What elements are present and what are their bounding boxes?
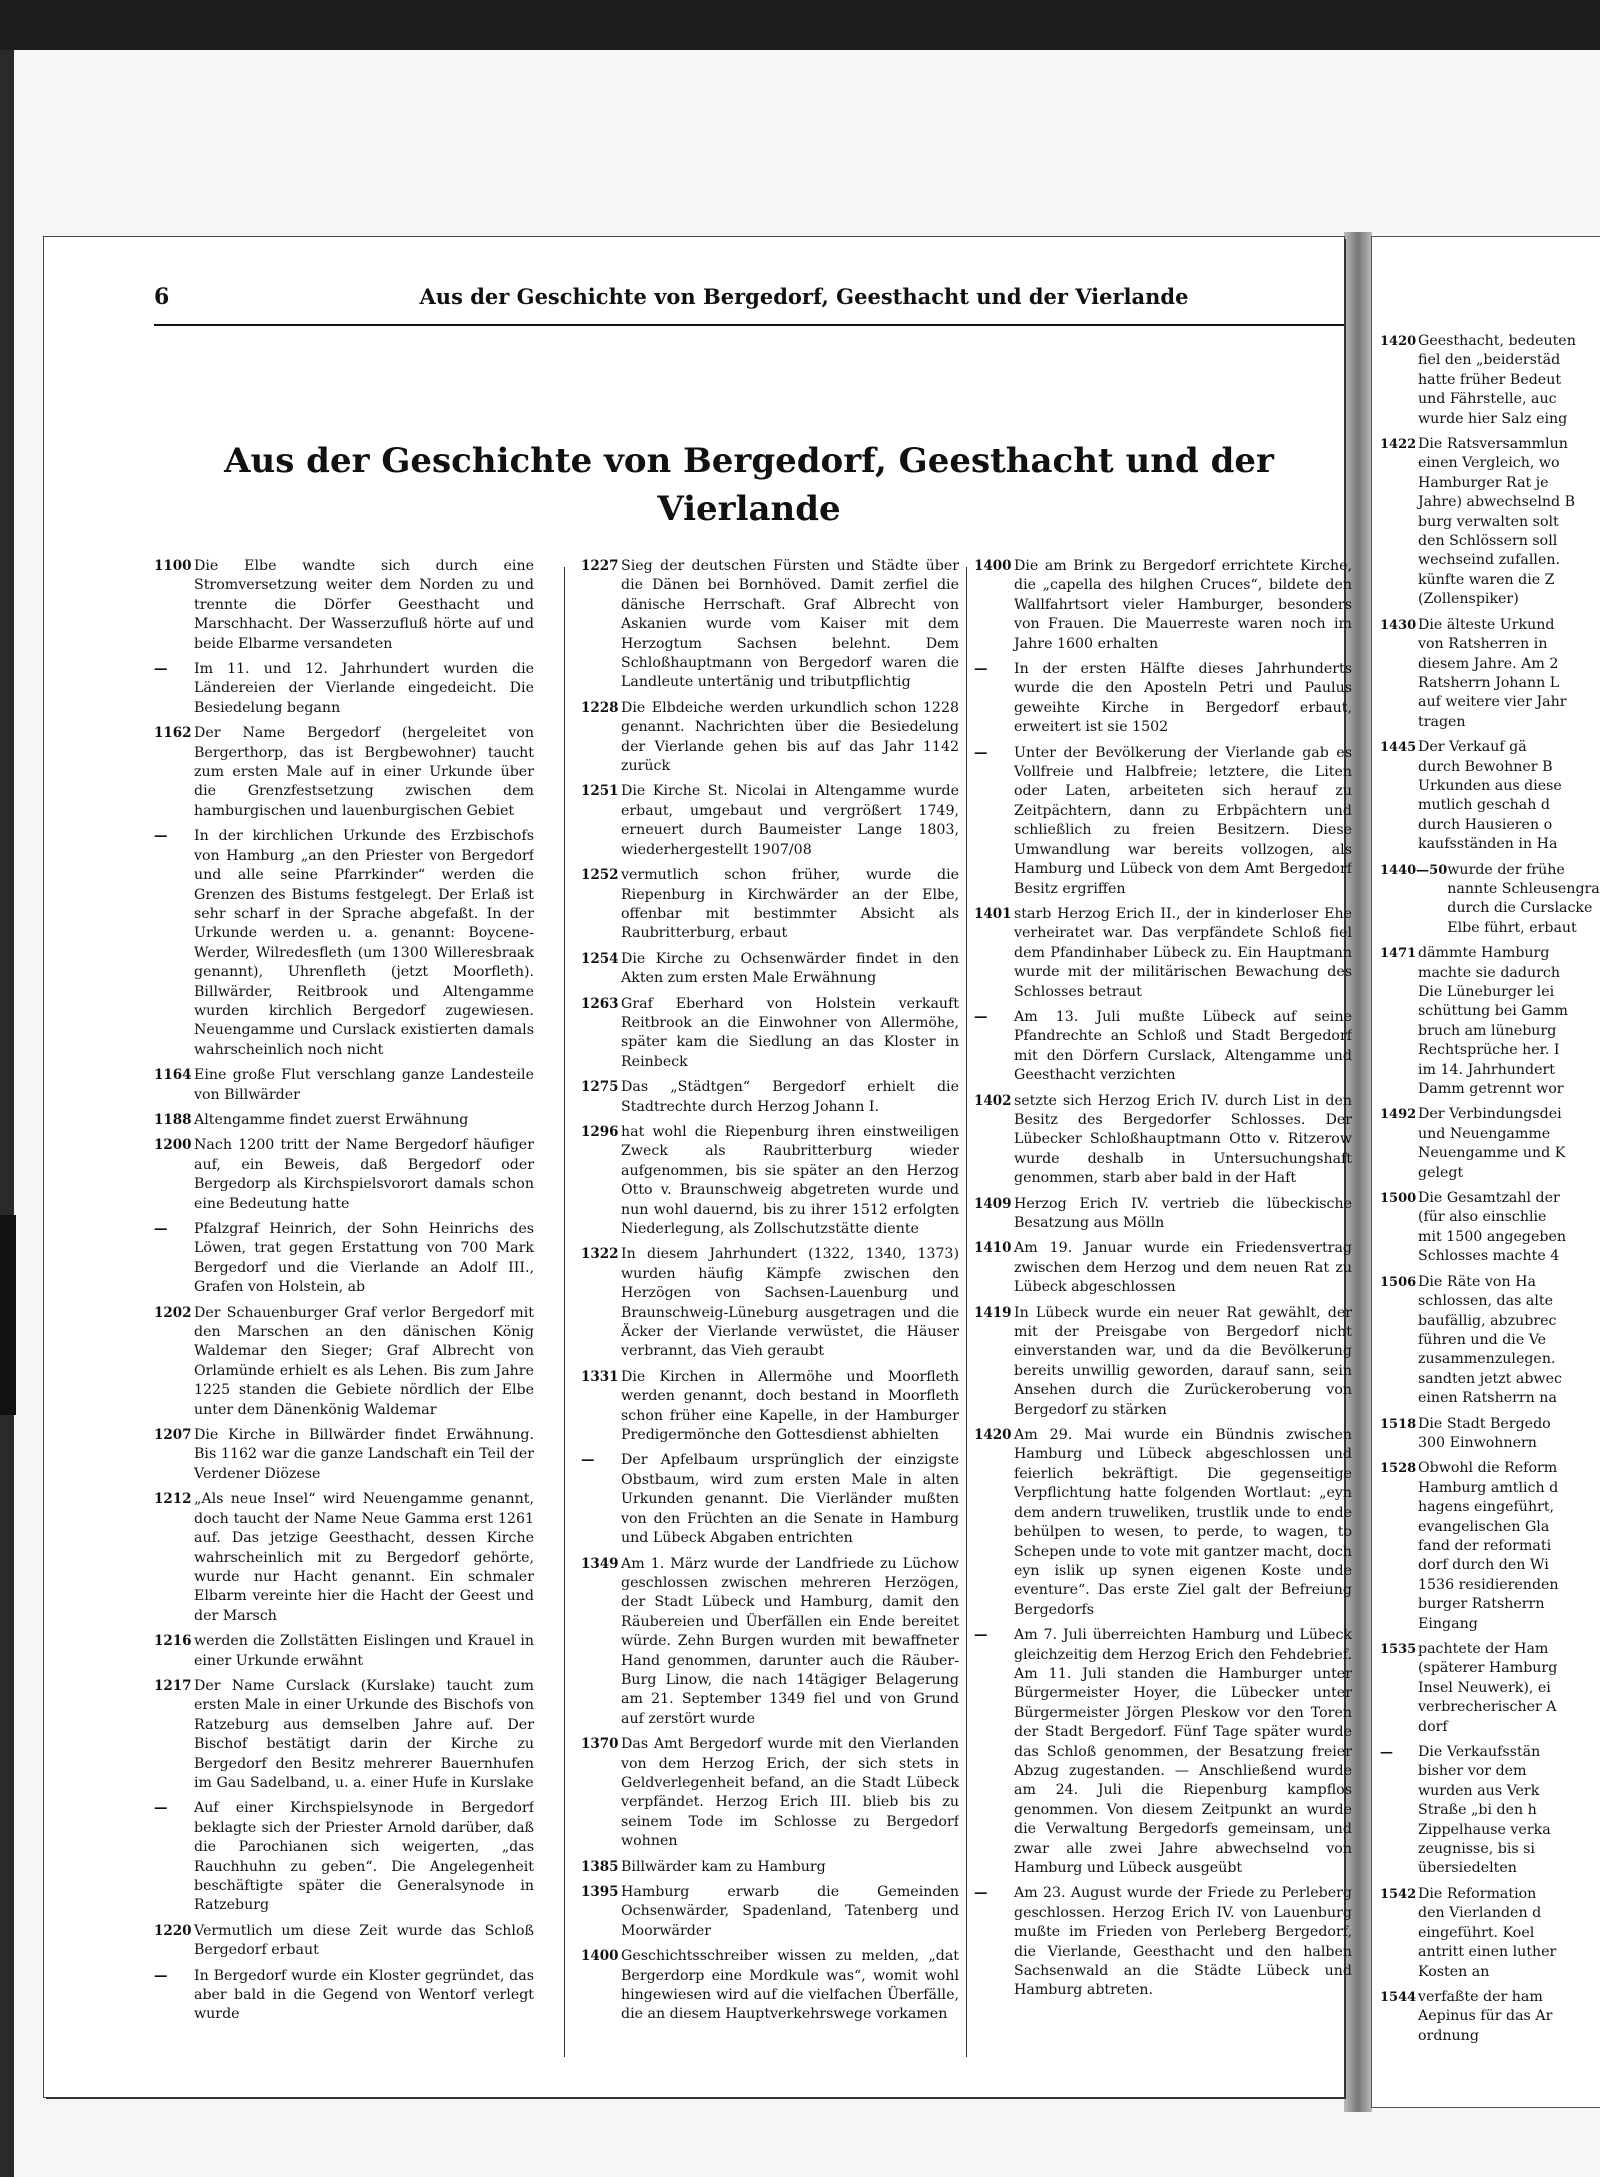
entry-text: Am 7. Juli überreichten Hamburg und Lübeck gleichzeitig dem Herzog Erich den Fehdebrief. Am 11. Juli standen die Hamburger unter Bürgermeister Hoyer, die Lübecker unter Bürgermeister Jörgen Pleskow vor den Toren der Stadt Bergedorf. Fünf Tage später wurde das Schloß genommen, der Besatzung freier Abzug zugestanden. — Anschließend wurde am 24. Juli die Riepenburg kampflos genommen. Von diesem Zeitpunkt an wurde die Verwaltung Bergedorfs gemeinsam, und zwar alle zwei Jahre abwechselnd von Hamburg und Lübeck ausgeübt (1014, 1627, 1352, 1876)
fragment-year: 1528 (1380, 1461, 1417, 1477)
entry-text: hat wohl die Riepenburg ihren einstweiligen Zweck als Raubritterburg wieder aufgenommen, bis sie später an den Herzog Otto v. Braunschweig abgetreten wurde und nun wohl dauernd, bis zu ihrer 1512 erfolgten Niederlegung, als Zollschutzstätte diente (621, 1123, 959, 1237)
chronology-entry (974, 905, 1352, 1002)
column-3 (974, 557, 1352, 2077)
fragment-entry (1380, 1885, 1600, 1982)
chronology-entry (154, 1490, 534, 1626)
entry-year: 1251 (581, 783, 619, 800)
entry-year: — (154, 1967, 168, 1984)
entry-year: 1217 (154, 1677, 192, 1694)
fragment-text: Obwohl die Reform Hamburg amtlich d hagens eingeführt, evangelischen Gla fand der reformati dorf durch den Wi 1536 residierenden burger Ratsherrn Eingang (1418, 1460, 1559, 1632)
entry-text: Pfalzgraf Heinrich, der Sohn Heinrichs des Löwen, trat gegen Erstattung von 700 Mark Bergedorf und die Vierlande an Adolf III., Grafen von Holstein, ab (194, 1221, 534, 1296)
chronology-entry (974, 660, 1352, 738)
entry-text: Der Name Curslack (Kurslake) taucht zum ersten Male in einer Urkunde des Bischofs von Ratzeburg aus demselben Jahre auf. Der Bischof bestätigt darin der Kirche zu Bergedorf den Besitz mehrerer Bauernhufen im Gau Sadelband, u. a. einer Hufe in Kurslake (194, 1677, 534, 1791)
running-head-title: Aus der Geschichte von Bergedorf, Geesthacht und der Vierlande (419, 284, 1189, 309)
entry-text: Die Kirche zu Ochsenwärder findet in den Akten zum ersten Male Erwähnung (621, 950, 959, 987)
fragment-entry (1380, 1988, 1600, 2046)
entry-text: Billwärder kam zu Hamburg (621, 1858, 826, 1875)
fragment-entry (1380, 738, 1600, 854)
entry-text: vermutlich schon früher, wurde die Riepenburg in Kirchwärder an der Elbe, offenbar mit bestimmter Absicht als Raubritterburg, erbaut (621, 867, 959, 942)
entry-year: — (154, 1800, 168, 1817)
chronology-entry (581, 1245, 959, 1361)
entry-year: 1401 (974, 905, 1012, 922)
chronology-entry (974, 1426, 1352, 1620)
fragment-entry (1380, 435, 1600, 610)
chronology-entry (154, 1632, 534, 1671)
chronology-entry (154, 1136, 534, 1214)
chapter-title: Aus der Geschichte von Bergedorf, Geesthacht und der Vierlande (224, 441, 1274, 529)
entry-year: 1200 (154, 1137, 192, 1154)
chronology-entry (974, 1092, 1352, 1189)
chronology-entry (154, 1799, 534, 1915)
entry-text: Eine große Flut verschlang ganze Landesteile von Billwärder (194, 1067, 534, 1103)
running-header (154, 284, 1344, 326)
entry-text: In der kirchlichen Urkunde des Erzbischofs von Hamburg „an den Priester von Bergedorf und alle seine Pfarrkinder“ werden die Grenzen des Bistums festgelegt. Der Erlaß ist sehr scharf in der Sprache abgefaßt. In der Urkunde werden u. a. genannt: Boycene-Werder, Wilredesfleth (um 1300 Willeresbraak genannt), Uhrenfleth (jetzt Moorfleth). Billwärder, Reitbrook und Altengamme wurden kirchlich Bergedorf zugewiesen. Neuengamme und Curslack existierten damals wahrscheinlich noch nicht (194, 828, 534, 1058)
entry-year: 1100 (154, 558, 192, 574)
fragment-year: 1544 (1380, 1989, 1417, 2005)
entry-text: Altengamme findet zuerst Erwähnung (194, 1111, 469, 1128)
fragment-year: 1500 (1380, 1191, 1417, 1207)
fragment-year: 1420 (1380, 334, 1417, 349)
entry-year: — (974, 1008, 988, 1025)
fragment-text: Die Ratsversammlun einen Vergleich, wo Hamburger Rat je Jahre) abwechselnd B burg verwalten solt den Schlössern soll wechseind zufallen. künfte waren die Z (Zollenspiker) (1418, 436, 1576, 608)
fragment-year: 1440—50 (1380, 862, 1448, 878)
fragment-entry (1380, 944, 1600, 1099)
entry-year: — (154, 828, 168, 845)
entry-text: Am 1. März wurde der Landfriede zu Lüchow geschlossen zwischen mehreren Herzögen, der Stadt Lübeck und Hamburg, damit den Räubereien und Überfällen ein Ende bereitet würde. Zehn Burgen wurden mit bewaffneter Hand genommen, darunter auch die Räuber-Burg Linow, die nach 14tägiger Belagerung am 21. September 1349 fiel und von Grund auf zerstört wurde (621, 1555, 959, 1727)
chronology-entry (154, 724, 534, 821)
entry-year: 1410 (974, 1240, 1012, 1257)
entry-text: Sieg der deutschen Fürsten und Städte über die Dänen bei Bornhöved. Damit zerfiel die dänische Herrschaft. Graf Albrecht von Askanien wurde vom Kaiser mit dem Herzogtum Sachsen belehnt. Dem Schloßhauptmann von Bergedorf waren die Landleute untertänig und tributpflichtig (621, 558, 959, 691)
entry-text: Die am Brink zu Bergedorf errichtete Kirche, die „capella des hilghen Cruces“, bildete den Wallfahrtsort vieler Hamburger, besonders von Frauen. Die Mauerreste waren noch im Jahre 1600 erhalten (1014, 558, 1352, 652)
entry-text: Am 13. Juli mußte Lübeck auf seine Pfandrechte an Schloß und Stadt Bergedorf mit den Dörfern Curslack, Altengamme und Geesthacht verzichten (1014, 1008, 1352, 1084)
scanner-top-border (0, 0, 1600, 50)
fragment-entry (1380, 1743, 1600, 1879)
chronology-entry (154, 1677, 534, 1793)
fragment-text: wurde der frühe nannte Schleusengra durch die Curslacke Elbe führt, erbaut (1447, 861, 1600, 936)
entry-year: 1402 (974, 1092, 1012, 1109)
chronology-entry (581, 557, 959, 693)
fragment-text: Die älteste Urkund von Ratsherren in diesem Jahre. Am 2 Ratsherrn Johann L auf weitere vier Jahr tragen (1418, 616, 1567, 730)
entry-text: Vermutlich um diese Zeit wurde das Schloß Bergedorf erbaut (194, 1922, 534, 1959)
entry-text: werden die Zollstätten Eislingen und Krauel in einer Urkunde erwähnt (194, 1633, 534, 1669)
chronology-entry (581, 1947, 959, 2025)
chronology-entry (154, 827, 534, 1060)
column-1 (154, 557, 534, 2077)
entry-year: — (581, 1452, 595, 1469)
chronology-entry (974, 1884, 1352, 2000)
chronology-entry (154, 557, 534, 654)
entry-year: 1254 (581, 950, 619, 967)
entry-year: — (974, 661, 988, 678)
fragment-entry (1380, 861, 1600, 939)
entry-text: Die Kirche in Billwärder findet Erwähnung. Bis 1162 war die ganze Landschaft ein Teil der Verdener Diözese (194, 1427, 534, 1482)
chronology-entry (974, 1239, 1352, 1297)
entry-text: Die Elbe wandte sich durch eine Stromversetzung weiter dem Norden zu und trennte die Dörfer Geesthacht und Marschhacht. Der Wasserzufluß hörte auf und beide Elbarme versandeten (194, 558, 534, 652)
chronology-entry (154, 1304, 534, 1420)
entry-text: Nach 1200 tritt der Name Bergedorf häufiger auf, ein Beweis, daß Bergedorf oder Bergedorp als Kirchspielsvorort damals schon eine Bedeutung hatte (194, 1137, 534, 1212)
entry-text: In der ersten Hälfte dieses Jahrhunderts wurde die den Aposteln Petri und Paulus geweihte Kirche in Bergedorf erbaut, erweitert ist sie 1502 (1014, 661, 1352, 736)
fragment-year: 1518 (1380, 1416, 1417, 1432)
chronology-entry (581, 699, 959, 777)
fragment-entry (1380, 1459, 1600, 1634)
fragment-year: 1535 (1380, 1642, 1417, 1657)
entry-text: Die Kirchen in Allermöhe und Moorfleth werden genannt, doch bestand in Moorfleth schon früher eine Kapelle, in der Hamburger Predigermönche den Gottesdienst abhielten (621, 1368, 959, 1444)
entry-text: Im 11. und 12. Jahrhundert wurden die Ländereien der Vierlande eingedeicht. Die Besiedelung begann (194, 661, 534, 716)
entry-year: 1188 (154, 1111, 192, 1128)
chronology-entry (581, 866, 959, 944)
fragment-entry (1380, 1640, 1600, 1737)
fragment-entry (1380, 332, 1600, 429)
entry-year: 1164 (154, 1067, 192, 1084)
entry-text: setzte sich Herzog Erich IV. durch List in den Besitz des Bergedorfer Schlosses. Der Lübecker Schloßhauptmann Otto v. Ritzerow wurde deshalb in Untersuchungshaft genommen, starb aber bald in der Haft (1014, 1092, 1352, 1187)
fragment-year: — (1380, 1745, 1393, 1761)
chronology-entry (974, 744, 1352, 899)
entry-year: — (974, 1627, 988, 1644)
chronology-entry (974, 1304, 1352, 1420)
column-divider (564, 567, 565, 2057)
entry-year: 1202 (154, 1304, 192, 1321)
chronology-entry (154, 1220, 534, 1298)
entry-year: 1220 (154, 1922, 192, 1939)
entry-year: 1322 (581, 1246, 619, 1263)
scanner-left-border (0, 50, 14, 2177)
entry-year: 1409 (974, 1195, 1012, 1212)
entry-text: Der Schauenburger Graf verlor Bergedorf mit den Marschen an den dänischen König Waldemar den Sieger; Graf Albrecht von Orlamünde erhielt es als Lehen. Bis zum Jahre 1225 standen die Gebiete nördlich der Elbe unter dem Dänenkönig Waldemar (194, 1304, 534, 1418)
fragment-text: Die Reformation den Vierlanden d eingeführt. Koel antritt einen luther Kosten an (1418, 1885, 1557, 1980)
entry-year: 1207 (154, 1427, 192, 1444)
entry-text: Der Apfelbaum ursprünglich der einzigste Obstbaum, wird zum ersten Male in alten Urkunden genannt. Die Vierländer mußten von den Früchten an die Senate in Hamburg und Lübeck Abgaben entrichten (621, 1452, 959, 1547)
entry-year: 1349 (581, 1555, 619, 1572)
entry-year: 1263 (581, 995, 619, 1012)
chronology-entry (581, 1858, 959, 1877)
chronology-entry (581, 1368, 959, 1446)
entry-year: 1275 (581, 1079, 619, 1096)
book-page (44, 237, 1352, 2097)
fragment-year: 1422 (1380, 437, 1417, 453)
fragment-year: 1492 (1380, 1107, 1417, 1123)
entry-year: 1400 (581, 1948, 619, 1965)
entry-year: 1331 (581, 1368, 619, 1385)
fragment-text: Die Räte von Ha schlossen, das alte baufällig, abzubrec führen und die Ve zusammenzulegen. sandten jetzt abwec einen Ratsherrn na (1418, 1273, 1562, 1407)
chronology-entry (974, 1626, 1352, 1878)
entry-year: 1252 (581, 867, 619, 884)
fragment-entry (1380, 1189, 1600, 1267)
fragment-entry (1380, 1415, 1600, 1454)
entry-text: Das „Städtgen“ Bergedorf erhielt die Stadtrechte durch Herzog Johann I. (621, 1079, 959, 1115)
chronology-entry (581, 1451, 959, 1548)
chronology-entry (974, 1195, 1352, 1234)
chronology-entry (581, 1735, 959, 1851)
entry-text: Unter der Bevölkerung der Vierlande gab es Vollfreie und Halbfreie; letztere, die Liten oder Laten, arbeiteten sich herauf zu Zeitpächtern, dann zu Erbpächtern und schließlich zu freien Besitzern. Diese Umwandlung war bereits vollzogen, als Hamburg und Lübeck von dem Amt Bergedorf Besitz ergriffen (1014, 744, 1352, 897)
entry-text: „Als neue Insel“ wird Neuengamme genannt, doch taucht der Name Neue Gamma erst 1261 auf. Das jetzige Geesthacht, dessen Kirche wahrscheinlich mit zu Bergedorf gehörte, wurde nur Hacht genannt. Ein schmaler Elbarm vereinte hier die Hacht der Geest und der Marsch (194, 1491, 534, 1624)
chronology-entry (581, 782, 959, 860)
chronology-entry (581, 1883, 959, 1941)
chronology-entry (581, 1078, 959, 1117)
entry-text: In Lübeck wurde ein neuer Rat gewählt, der mit der Preisgabe von Bergedorf nicht einverstanden war, und da die Bevölkerung bereits unwillig geworden, darauf sann, sein Ansehen durch die Zurückeroberung von Bergedorf zu stärken (1014, 1304, 1352, 1418)
chronology-entry (581, 995, 959, 1073)
fragment-text: pachtete der Ham (späterer Hamburg Insel Neuwerk), ei verbrecherischer A dorf (1418, 1641, 1558, 1735)
entry-year: — (974, 744, 988, 761)
chronology-entry (154, 660, 534, 718)
entry-text: Geschichtsschreiber wissen zu melden, „dat Bergerdorp eine Mordkule was“, womit wohl hingewiesen wird auf die vielfachen Überfälle, die an diesem Hauptverkehrswege vorkamen (621, 1948, 959, 2023)
fragment-entry (1380, 1273, 1600, 1409)
fragment-year: 1471 (1380, 946, 1417, 962)
column-2 (581, 557, 959, 2077)
entry-year: 1227 (581, 558, 619, 574)
fragment-text: verfaßte der ham Aepinus für das Ar ordnung (1418, 1988, 1553, 2044)
entry-text: Am 29. Mai wurde ein Bündnis zwischen Hamburg und Lübeck abgeschlossen und feierlich bekräftigt. Die gegenseitige Verpflichtung hatte folgenden Wortlaut: „eyn dem andern truweliken, trustlik unde to ende behülpen to wesen, to perde, to wagen, to Schepen unde to vote mit gantzer macht, doch eyn islik up synen eigenen Koste unde eventure“. Das erste Ziel galt der Befreiung Bergedorfs (1014, 1427, 1352, 1618)
fragment-text: Die Gesamtzahl der (für also einschlie mit 1500 angegeben Schlosses machte 4 (1418, 1190, 1566, 1265)
fragment-text: dämmte Hamburg machte sie dadurch Die Lüneburger lei schüttung bei Gamm bruch am lüneburg Rechtsprüche her. I im 14. Jahrhundert Damm getrennt wor (1418, 945, 1568, 1098)
chronology-columns (154, 557, 1352, 2077)
fragment-text: Der Verkauf gä durch Bewohner B Urkunden aus diese mutlich geschah d durch Hausieren o kaufsständen in Ha (1418, 739, 1562, 853)
entry-text: Graf Eberhard von Holstein verkauft Reitbrook an die Einwohner von Allermöhe, später kam die Siedlung an das Kloster in Reinbeck (621, 995, 959, 1070)
fragment-year: 1430 (1380, 617, 1417, 633)
fragment-year: 1542 (1380, 1886, 1417, 1902)
chronology-entry (581, 1123, 959, 1239)
fragment-entry (1380, 616, 1600, 732)
entry-year: — (974, 1885, 988, 1902)
fragment-text: Die Stadt Bergedo 300 Einwohnern (1418, 1415, 1551, 1451)
chronology-entry (154, 1922, 534, 1961)
chronology-entry (154, 1111, 534, 1130)
entry-year: 1419 (974, 1304, 1012, 1321)
fragment-year: 1506 (1380, 1274, 1417, 1290)
fragment-text: Geesthacht, bedeuten fiel den „beiderstäd hatte früher Bedeut und Fährstelle, auc wurde hier Salz eing (1418, 333, 1576, 427)
entry-text: starb Herzog Erich II., der in kinderloser Ehe verheiratet war. Das verpfändete Schloß fiel dem Pfandinhaber Lübeck zu. Ein Hauptmann wurde mit der militärischen Bewachung des Schlosses betraut (1014, 905, 1352, 1000)
fragment-entry (1380, 1105, 1600, 1183)
entry-text: Die Kirche St. Nicolai in Altengamme wurde erbaut, umgebaut und vergrößert 1749, erneuert durch Baumeister Lange 1803, wiederhergestellt 1907/08 (621, 783, 959, 858)
entry-text: Am 19. Januar wurde ein Friedensvertrag zwischen dem Herzog und dem neuen Rat zu Lübeck abgeschlossen (1014, 1240, 1352, 1296)
entry-text: Der Name Bergedorf (hergeleitet von Bergerthorp, das ist Bergbewohner) taucht zum ersten Male auf in einer Urkunde über die Grenzfestsetzung zwischen dem hamburgischen und lauenburgischen Gebiet (194, 725, 534, 819)
entry-year: — (154, 661, 168, 678)
entry-year: 1296 (581, 1123, 619, 1140)
entry-year: 1212 (154, 1491, 192, 1508)
entry-year: 1162 (154, 725, 192, 742)
entry-year: 1216 (154, 1633, 192, 1650)
chronology-entry (974, 1008, 1352, 1086)
entry-text: Das Amt Bergedorf wurde mit den Vierlanden von dem Herzog Erich, der sich stets in Geldverlegenheit befand, an die Stadt Lübeck verpfändet. Herzog Erich III. blieb bis zu seinem Tode im Schlosse zu Bergedorf wohnen (621, 1736, 959, 1850)
entry-text: In Bergedorf wurde ein Kloster gegründet, das aber bald in die Gegend von Wentorf verlegt wurde (194, 1967, 534, 2023)
entry-text: Hamburg erwarb die Gemeinden Ochsenwärder, Spadenland, Tatenberg und Moorwärder (621, 1884, 959, 1939)
chronology-entry (581, 950, 959, 989)
entry-year: 1228 (581, 699, 619, 716)
chronology-entry (154, 1426, 534, 1484)
next-page-fragment (1372, 237, 1600, 2107)
chronology-entry (154, 1967, 534, 2025)
entry-text: In diesem Jahrhundert (1322, 1340, 1373) wurden häufig Kämpfe zwischen den Herzögen von Sachsen-Lauenburg und Braunschweig-Lüneburg ausgetragen und die Äcker der Vierlande verwüstet, die Häuser verbrannt, das Vieh geraubt (621, 1246, 959, 1360)
entry-year: 1395 (581, 1884, 619, 1900)
entry-year: 1400 (974, 558, 1012, 574)
fragment-text: Der Verbindungsdei und Neuengamme Neuengamme und K gelegt (1418, 1106, 1566, 1181)
fragment-year: 1445 (1380, 740, 1417, 756)
column-divider (966, 567, 967, 2057)
entry-year: 1420 (974, 1427, 1012, 1444)
chronology-entry (581, 1555, 959, 1730)
chronology-entry (974, 557, 1352, 654)
entry-text: Die Elbdeiche werden urkundlich schon 1228 genannt. Nachrichten über die Besiedelung der Vierlande gehen bis auf das Jahr 1142 zurück (621, 699, 959, 775)
entry-text: Herzog Erich IV. vertrieb die lübeckische Besatzung aus Mölln (1014, 1195, 1352, 1231)
entry-year: 1385 (581, 1858, 619, 1875)
entry-year: 1370 (581, 1736, 619, 1753)
page-number: 6 (154, 284, 170, 310)
edge-marking (0, 1215, 16, 1415)
chronology-entry (154, 1066, 534, 1105)
next-page-column (1380, 332, 1600, 2052)
entry-text: Am 23. August wurde der Friede zu Perleberg geschlossen. Herzog Erich IV. von Lauenburg mußte im Frieden von Perleberg Bergedorf, die Vierlande, Geesthacht und den halben Sachsenwald an die Städte Lübeck und Hamburg abtreten. (1014, 1885, 1352, 1999)
entry-text: Auf einer Kirchspielsynode in Bergedorf beklagte sich der Priester Arnold darüber, daß die Parochianen sich weigerten, „das Rauchhuhn zu geben“. Die Angelegenheit beschäftigte später die Generalsynode in Ratzeburg (194, 1800, 534, 1914)
fragment-text: Die Verkaufsstän bisher vor dem wurden aus Verk Straße „bi den h Zippelhause verka zeugnisse, bis si übersiedelten (1418, 1744, 1551, 1877)
entry-year: — (154, 1221, 168, 1237)
